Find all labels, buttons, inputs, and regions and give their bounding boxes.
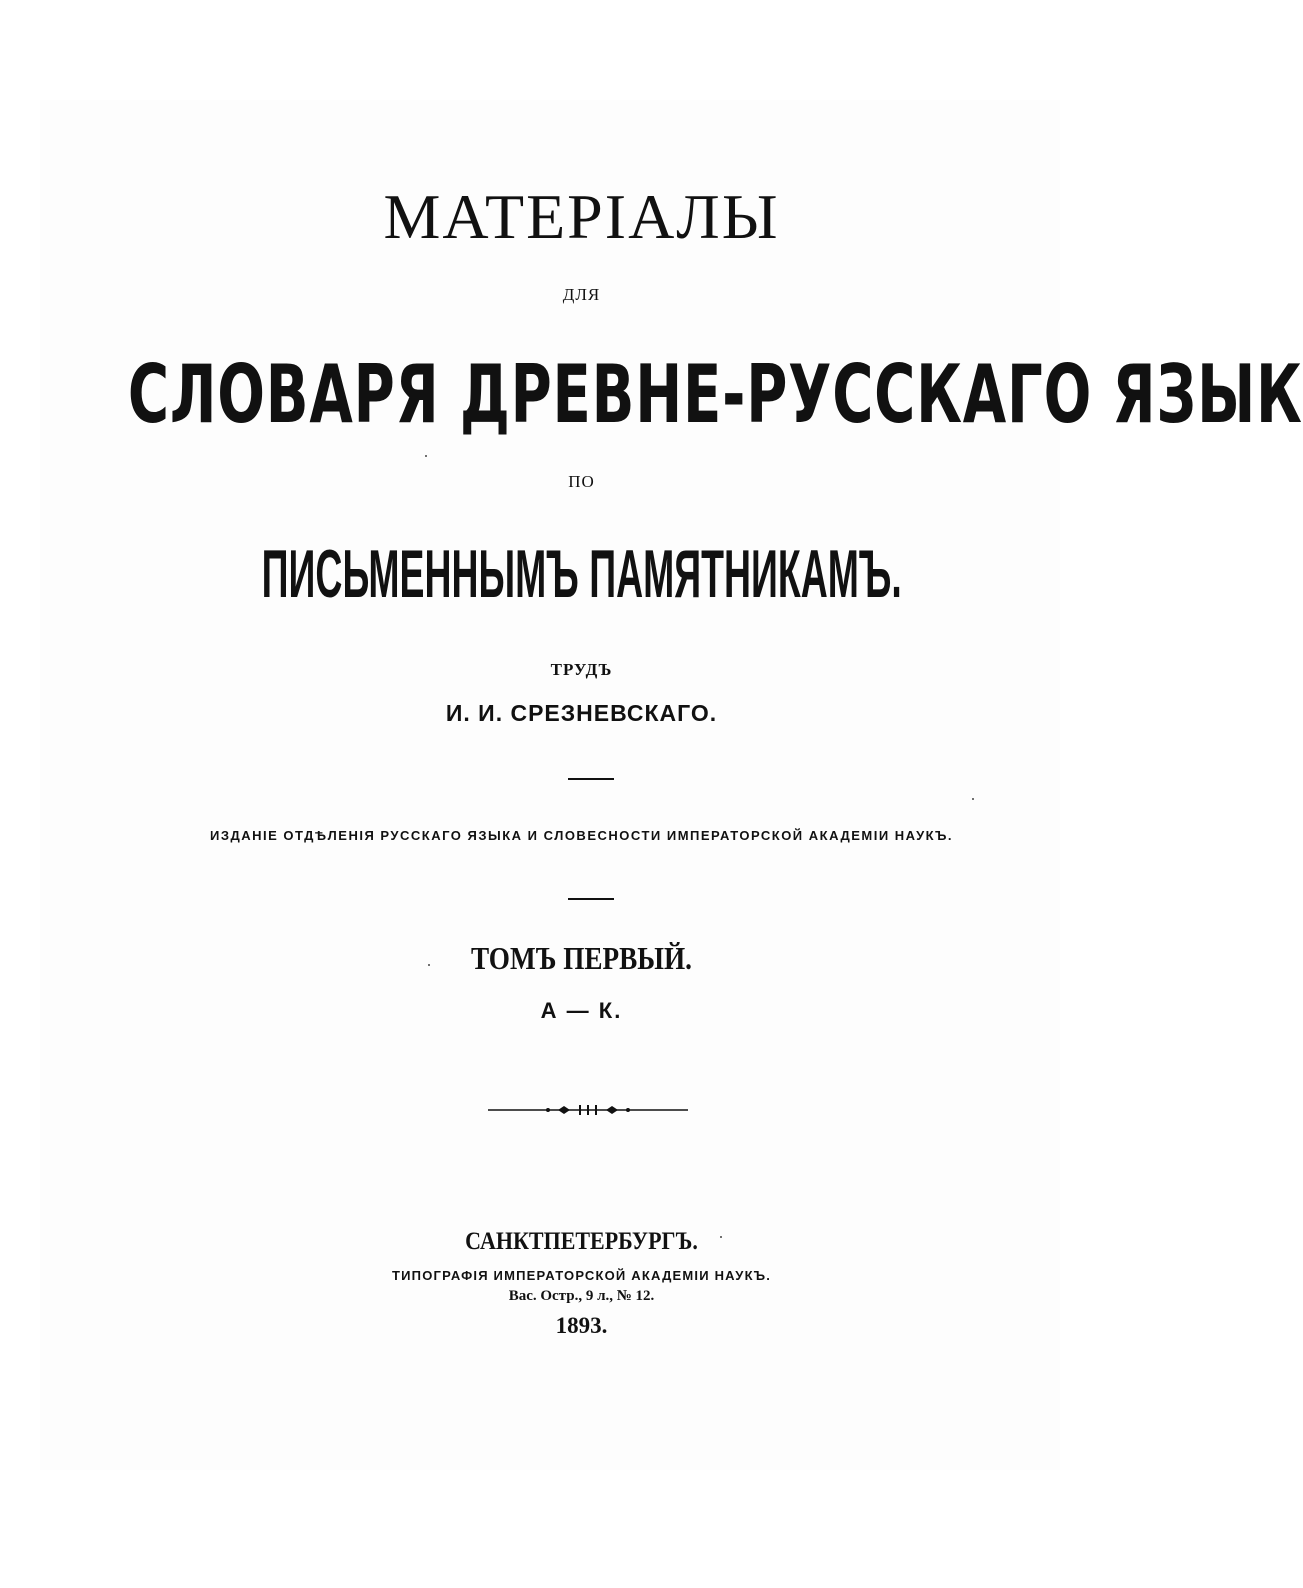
imprint-year: 1893. — [555, 1313, 608, 1338]
scan-speck — [972, 798, 974, 800]
letter-range: А — К. — [540, 998, 623, 1023]
imprint-address: Вас. Остр., 9 л., № 12. — [508, 1288, 655, 1304]
page-scan — [40, 100, 1303, 1470]
volume-title: ТОМЪ ПЕРВЫЙ. — [471, 940, 692, 976]
divider-rule — [568, 778, 614, 780]
title-dictionary: СЛОВАРЯ ДРЕВНЕ-РУССКАГО ЯЗЫК — [127, 348, 1303, 441]
ornament-divider — [488, 1100, 688, 1120]
title-materials: МАТЕРІАЛЫ — [383, 181, 780, 252]
edition-statement: ИЗДАНІЕ ОТДѢЛЕНІЯ РУССКАГО ЯЗЫКА И СЛОВЕСНОСТИ ИМПЕРАТОРСКОЙ АКАДЕМІИ НАУКЪ. — [209, 828, 954, 843]
scan-speck — [720, 1236, 722, 1238]
title-by: ПО — [568, 472, 595, 491]
imprint-printer: ТИПОГРАФІЯ ИМПЕРАТОРСКОЙ АКАДЕМІИ НАУКЪ. — [391, 1268, 772, 1283]
author-name: И. И. СРЕЗНЕВСКАГО. — [445, 700, 718, 726]
title-for: ДЛЯ — [562, 285, 601, 304]
scan-speck — [428, 964, 430, 966]
work-label: ТРУДЪ — [550, 660, 613, 679]
imprint-city: САНКТПЕТЕРБУРГЪ. — [465, 1228, 698, 1255]
divider-rule — [568, 898, 614, 900]
scan-speck — [425, 455, 427, 457]
title-sources: ПИСЬМЕННЫМЪ ПАМЯТНИКАМЪ. — [261, 536, 902, 612]
